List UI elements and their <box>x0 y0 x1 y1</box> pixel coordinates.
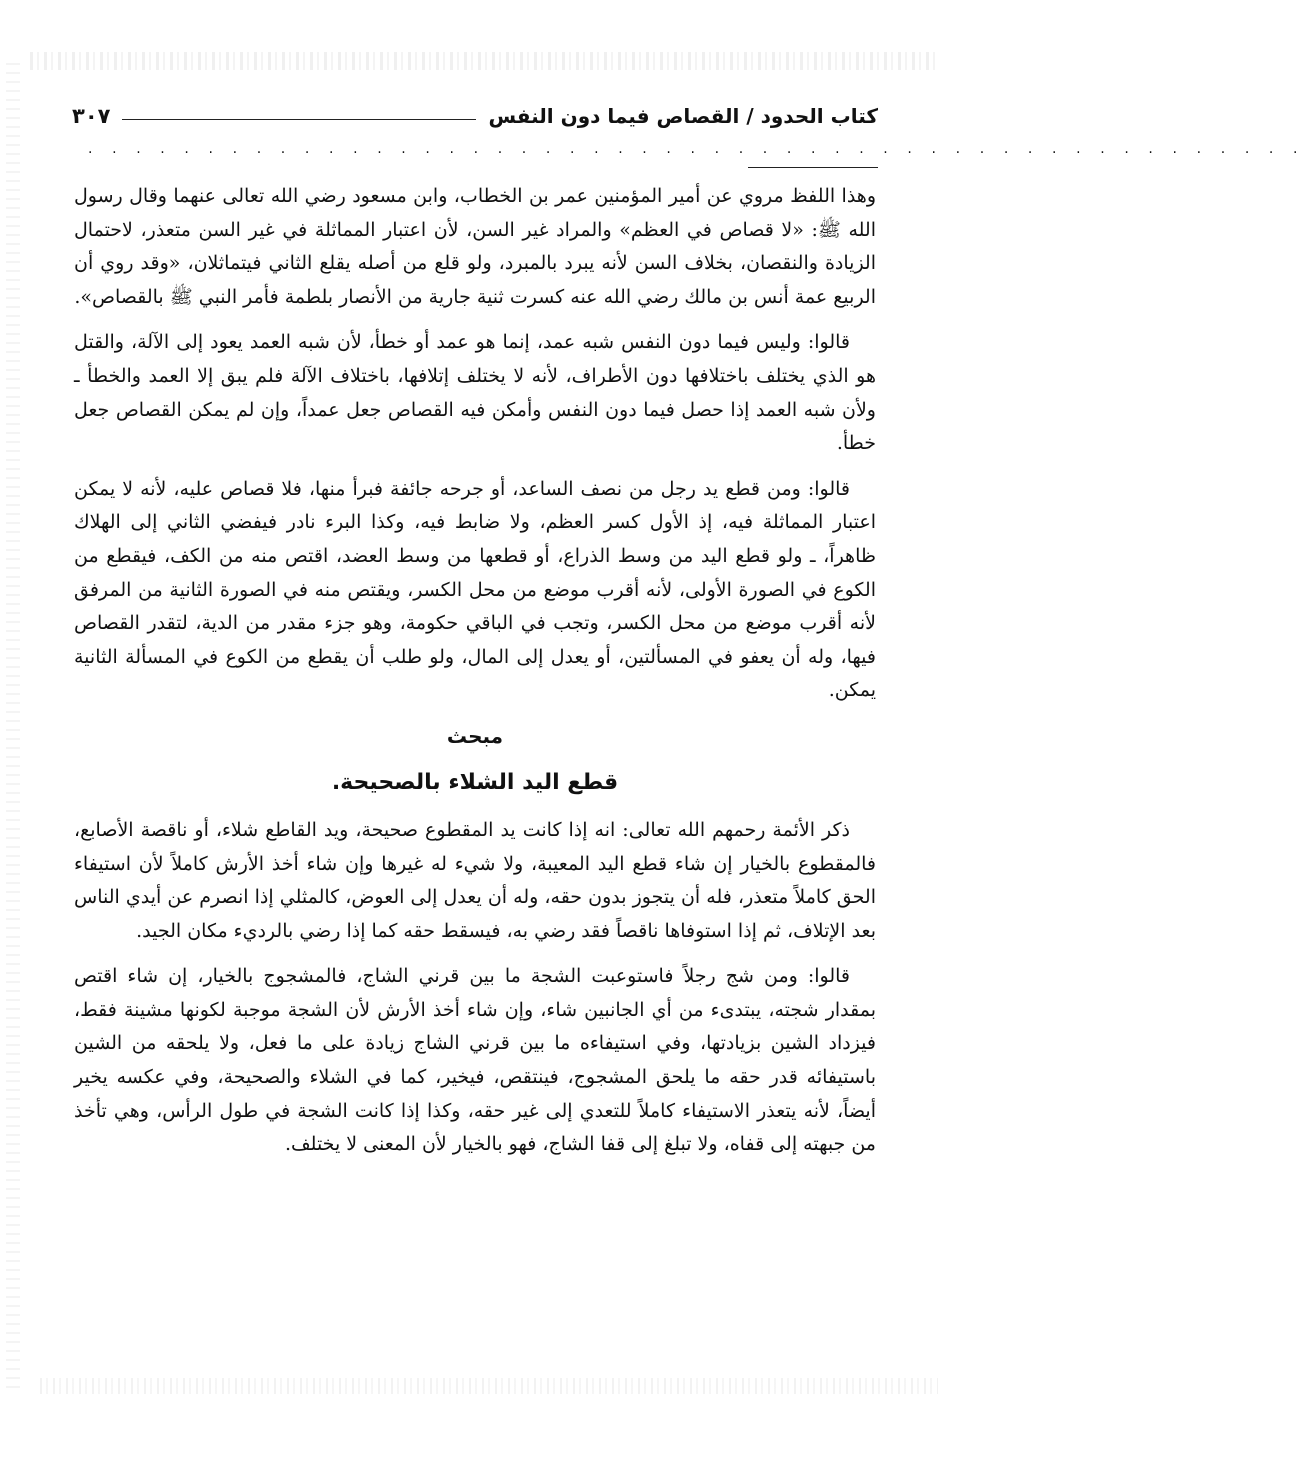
running-header <box>72 96 878 136</box>
header-rule <box>122 119 476 120</box>
paragraph: قالوا: ومن شج رجلاً فاستوعبت الشجة ما بين قرني الشاج، فالمشجوج بالخيار، إن شاء اقتص بمقدار شجته، يبتدىء من أي الجانبين شاء، وإن شاء أخذ الأرش لأن الشجة موجبة لكونها مشينة فقط، فيزداد الشين بزيادتها، وفي استيفاءه ما بين قرني الشاج زيادة على ما فعل، ولا يلحقه من الشين باستيفائه قدر حقه ما يلحق المشجوج، فينتقص، فيخير، كما في الشلاء والصحيحة، وفي عكسه يخير أيضاً، لأنه يتعذر الاستيفاء كاملاً للتعدي إلى غير حقه، وكذا إذا كانت الشجة في طول الرأس، وهي تأخذ من جبهته إلى قفاه، ولا تبلغ إلى قفا الشاج، فهو بالخيار لأن المعنى لا يختلف. <box>74 965 876 1156</box>
paragraph: قالوا: وليس فيما دون النفس شبه عمد، إنما هو عمد أو خطأ، لأن شبه العمد يعود إلى الآلة، والقتل هو الذي يختلف باختلافها دون الأطراف، لأنه لا يختلف إتلافها، باختلاف الآلة فلم يبق إلا العمد والخطأ ـ ولأن شبه العمد إذا حصل فيما دون النفس وأمكن فيه القصاص جعل عمداً، وإن لم يمكن القصاص جعل خطأ. <box>74 331 876 455</box>
scan-noise-top <box>30 52 938 70</box>
section-label: مبحث <box>446 723 504 748</box>
section-title: قطع اليد الشلاء بالصحيحة. <box>331 769 619 795</box>
scan-noise-bottom <box>40 1378 938 1394</box>
page-number: ٣٠٧ <box>72 104 111 128</box>
paragraph: ذكر الأئمة رحمهم الله تعالى: انه إذا كانت يد المقطوع صحيحة، ويد القاطع شلاء، أو ناقصة الأصابع، فالمقطوع بالخيار إن شاء قطع اليد المعيبة، ولا شيء له غيرها وإن شاء أخذ الأرش كاملاً لأن استيفاء الحق كاملاً متعذر، فله أن يتجوز بدون حقه، وله أن يعدل إلى العوض، كالمثلي إذا انصرم عن أيدي الناس بعد الإتلاف، ثم إذا استوفاها ناقصاً فقد رضي به، فيسقط حقه كما إذا رضي بالرديء مكان الجيد. <box>74 818 876 942</box>
short-rule <box>748 167 878 168</box>
paragraph: قالوا: ومن قطع يد رجل من نصف الساعد، أو جرحه جائفة فبرأ منها، فلا قصاص عليه، لأنه لا يمكن اعتبار المماثلة فيه، إذ الأول كسر العظم، ولا ضابط فيه، وكذا البرء نادر فيفضي الثاني إلى الهلاك ظاهراً، ـ ولو قطع اليد من وسط الذراع، أو قطعها من وسط العضد، اقتص منه من الكف، فيقطع من الكوع في الصورة الأولى، لأنه أقرب موضع من محل الكسر، ويقتص منه في الصورة الثانية من المرفق لأنه أقرب موضع من محل الكسر، وتجب في الباقي حكومة، وهو جزء مقدر من الدية، لتقدر القصاص فيها، وله أن يعفو في المسألتين، أو يعدل إلى المال، ولو طلب أن يقطع من الكوع في المسألة الثانية يمكن. <box>74 477 876 702</box>
dotted-separator: . . . . . . . . . . . . . . . . . . . . . . . . . . . . . . . . . . . . . . . . . . . . . . . . . . . <box>88 141 1305 157</box>
page-body <box>74 180 876 1174</box>
running-header-title: كتاب الحدود / القصاص فيما دون النفس <box>488 104 878 128</box>
paragraph: وهذا اللفظ مروي عن أمير المؤمنين عمر بن الخطاب، وابن مسعود رضي الله تعالى عنهما وقال رسول الله ﷺ: «لا قصاص في العظم» والمراد غير السن، لأن اعتبار المماثلة في غير السن متعذر، لاحتمال الزيادة والنقصان، بخلاف السن لأنه يبرد بالمبرد، ولو قلع من أصله يقلع الثاني فيتماثلان، «وقد روي أن الربيع عمة أنس بن مالك رضي الله عنه كسرت ثنية جارية من الأنصار بلطمة فأمر النبي ﷺ بالقصاص». <box>74 185 876 308</box>
scan-noise-left <box>6 60 20 1388</box>
